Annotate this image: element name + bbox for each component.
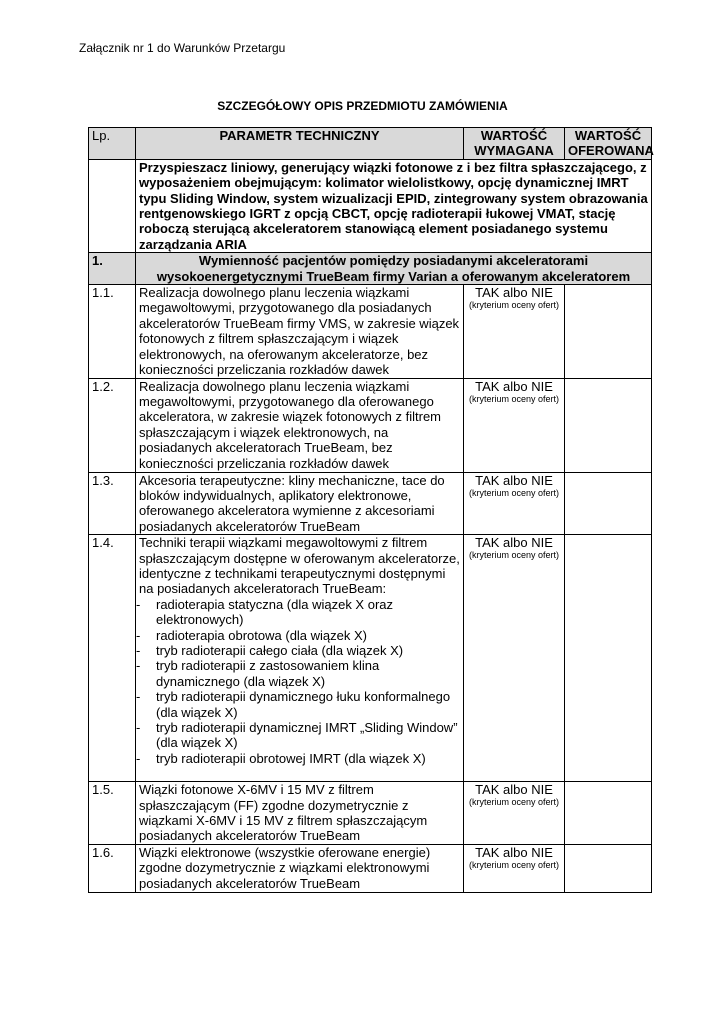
required-value-text: TAK albo NIE <box>475 285 553 301</box>
row-parameter-text: Wiązki elektronowe (wszystkie oferowane energie) zgodne dozymetrycznie z wiązkami elektronowymi posiadanych akceleratorów TrueBeam <box>139 844 431 891</box>
row-lp: 1.4. <box>89 535 136 782</box>
row-required-value <box>464 535 565 782</box>
row-offered-value[interactable] <box>565 472 652 535</box>
row-required-value <box>464 378 565 472</box>
technique-list-item: - tryb radioterapii dynamicznej IMRT „Sliding Window” (dla wiązek X) <box>139 720 460 751</box>
table-row <box>89 782 652 845</box>
section-row <box>89 253 652 285</box>
technique-list-item: - radioterapia statyczna (dla wiązek X oraz elektronowych) <box>139 597 460 628</box>
technique-list-item: - radioterapia obrotowa (dla wiązek X) <box>139 628 460 643</box>
table-row <box>89 472 652 535</box>
row-lp: 1.1. <box>89 285 136 378</box>
header-required-value: WARTOŚĆ WYMAGANA <box>464 128 565 160</box>
criterion-note: (kryterium oceny ofert) <box>468 797 560 808</box>
row-lp: 1.3. <box>89 472 136 535</box>
technique-list-item: - tryb radioterapii z zastosowaniem klina dynamicznego (dla wiązek X) <box>139 658 460 689</box>
row-required-value <box>464 844 565 892</box>
technique-list-item: - tryb radioterapii dynamicznego łuku konformalnego (dla wiązek X) <box>139 689 460 720</box>
row-required-value <box>464 472 565 535</box>
intro-row <box>89 159 652 252</box>
table-row <box>89 378 652 472</box>
row-parameter-text: Akcesoria terapeutyczne: kliny mechaniczne, tace do bloków indywidualnych, aplikatory elektronowe, oferowanego akceleratora wymienne z akcesoriami posiadanych akceleratorów TrueBeam <box>139 472 445 534</box>
required-value-text: TAK albo NIE <box>475 378 553 394</box>
criterion-note: (kryterium oceny ofert) <box>468 550 560 561</box>
document-title: SZCZEGÓŁOWY OPIS PRZEDMIOTU ZAMÓWIENIA <box>217 99 508 113</box>
row-required-value <box>464 782 565 845</box>
specification-table <box>88 127 652 893</box>
row-offered-value[interactable] <box>565 782 652 845</box>
section-number: 1. <box>89 253 136 285</box>
row-parameter <box>136 535 464 782</box>
row-parameter <box>136 472 464 535</box>
row-parameter-text: Wiązki fotonowe X-6MV i 15 MV z filtrem spłaszczającym (FF) zgodne dozymetrycznie z wiązkami X-6MV i 15 MV z filtrem spłaszczającym posiadanych akceleratorów TrueBeam <box>139 782 428 844</box>
technique-list-item: - tryb radioterapii całego ciała (dla wiązek X) <box>139 643 460 658</box>
header-lp: Lp. <box>89 128 136 160</box>
parameter-rows <box>89 285 652 893</box>
row-parameter-text: Realizacja dowolnego planu leczenia wiązkami megawoltowymi, przygotowanego dla posiadanych akceleratorów TrueBeam firmy VMS, w zakresie wiązek fotonowych z filtrem spłaszczającym i wiązek elektronowych, na oferowanym akceleratorze, bez konieczności przeliczania rozkładów dawek <box>139 285 460 378</box>
criterion-note: (kryterium oceny ofert) <box>468 300 560 311</box>
table-header-row <box>89 128 652 160</box>
row-offered-value[interactable] <box>565 285 652 378</box>
row-parameter <box>136 285 464 378</box>
required-value-text: TAK albo NIE <box>475 844 553 860</box>
intro-description: Przyspieszacz liniowy, generujący wiązki fotonowe z i bez filtra spłaszczającego, z wyposażeniem obejmującym: kolimator wielolistkowy, opcję dynamicznej IMRT typu Sliding Window, system wizualizacji EPID, zintegrowany system obrazowania rentgenowskiego IGRT z opcją CBCT, opcję radioterapii łukowej VMAT, stację roboczą sterującą akceleratorem stanowiącą element posiadanego systemu zarządzania ARIA <box>136 159 652 252</box>
row-required-value <box>464 285 565 378</box>
section-title: Wymienność pacjentów pomiędzy posiadanymi akceleratorami wysokoenergetycznymi TrueBeam firmy Varian a oferowanym akceleratorem <box>136 253 652 285</box>
intro-lp-cell <box>89 159 136 252</box>
row-lp: 1.5. <box>89 782 136 845</box>
row-parameter <box>136 782 464 845</box>
criterion-note: (kryterium oceny ofert) <box>468 393 560 404</box>
attachment-note: Załącznik nr 1 do Warunków Przetargu <box>79 41 286 55</box>
row-lp: 1.2. <box>89 378 136 472</box>
row-lp: 1.6. <box>89 844 136 892</box>
technique-list <box>139 597 460 766</box>
row-parameter-text: Realizacja dowolnego planu leczenia wiązkami megawoltowymi, przygotowanego dla oferowanego akceleratora, w zakresie wiązek fotonowych z filtrem spłaszczającym i wiązek elektronowych, na posiadanych akceleratorach TrueBeam, bez konieczności przeliczania rozkładów dawek <box>139 378 442 471</box>
required-value-text: TAK albo NIE <box>475 535 553 551</box>
row-offered-value[interactable] <box>565 378 652 472</box>
row-parameter <box>136 378 464 472</box>
technique-list-item: - tryb radioterapii obrotowej IMRT (dla wiązek X) <box>139 751 460 766</box>
row-offered-value[interactable] <box>565 535 652 782</box>
required-value-text: TAK albo NIE <box>475 782 553 798</box>
header-parameter: PARAMETR TECHNICZNY <box>136 128 464 160</box>
row-offered-value[interactable] <box>565 844 652 892</box>
criterion-note: (kryterium oceny ofert) <box>468 859 560 870</box>
table-row <box>89 844 652 892</box>
table-row <box>89 535 652 782</box>
criterion-note: (kryterium oceny ofert) <box>468 487 560 498</box>
header-offered-value: WARTOŚĆ OFEROWANA <box>565 128 652 160</box>
row-parameter-text: Techniki terapii wiązkami megawoltowymi z filtrem spłaszczającym dostępne w oferowanym akceleratorze, identyczne z technikami terapeutycznymi dostępnymi na posiadanych akceleratorach TrueBeam: <box>139 535 460 597</box>
row-parameter <box>136 844 464 892</box>
table-row <box>89 285 652 378</box>
required-value-text: TAK albo NIE <box>475 472 553 488</box>
